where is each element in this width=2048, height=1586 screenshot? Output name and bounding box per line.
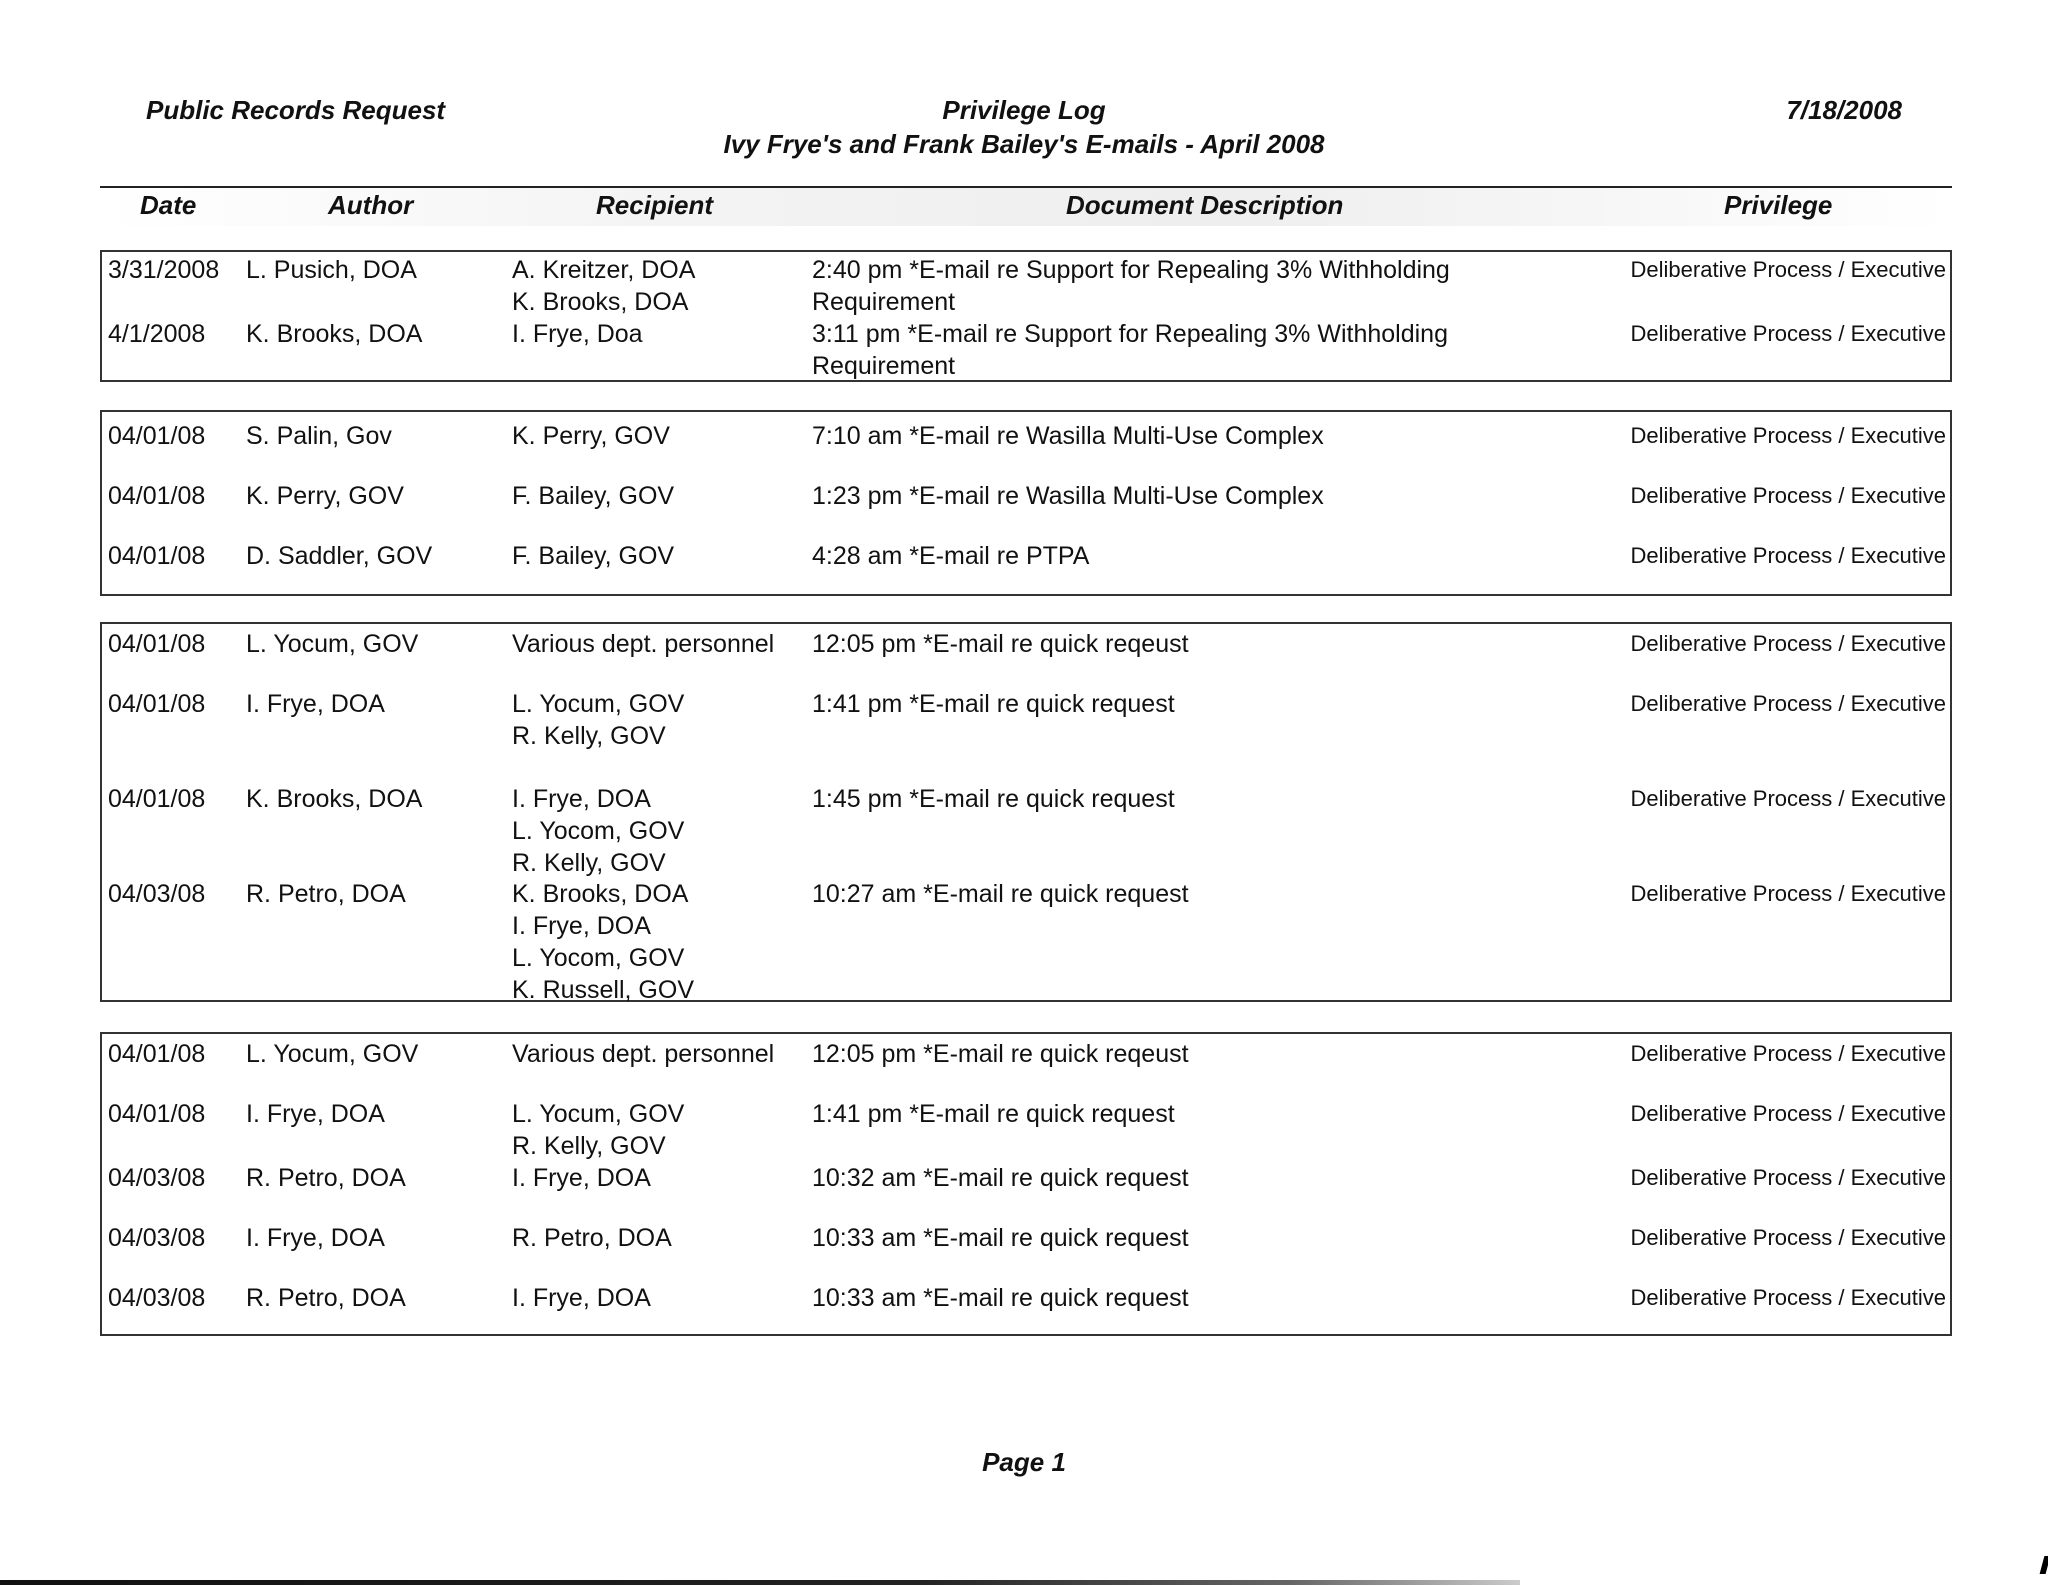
entry-description: 1:45 pm *E-mail re quick request: [812, 785, 1175, 813]
column-header-privilege: Privilege: [1724, 190, 1833, 220]
entry-description: 3:11 pm *E-mail re Support for Repealing 3% Withholding Requirement: [812, 320, 1448, 380]
entry-date: 04/03/08: [108, 880, 206, 908]
recipient-name: I. Frye, DOA: [512, 785, 651, 813]
entry-date: 04/01/08: [108, 1100, 206, 1128]
entry-author: D. Saddler, GOV: [246, 542, 433, 570]
entry-author: K. Brooks, DOA: [246, 785, 423, 813]
recipient-name: I. Frye, DOA: [512, 912, 651, 940]
entry-recipients: [512, 1162, 651, 1194]
report-date: 7/18/2008: [1786, 95, 1902, 125]
entry-privilege: Deliberative Process / Executive: [1630, 1165, 1946, 1190]
entry-date: 04/01/08: [108, 785, 206, 813]
entry-author: K. Perry, GOV: [246, 482, 404, 510]
entry-description: 1:41 pm *E-mail re quick request: [812, 690, 1175, 718]
entry-author: L. Yocum, GOV: [246, 630, 419, 658]
entry-date: 04/01/08: [108, 630, 206, 658]
recipient-name: R. Kelly, GOV: [512, 722, 666, 750]
recipient-name: L. Yocom, GOV: [512, 944, 685, 972]
log-group: [100, 1032, 1952, 1336]
recipient-name: K. Brooks, DOA: [512, 880, 689, 908]
log-subtitle: Ivy Frye's and Frank Bailey's E-mails - April 2008: [723, 129, 1325, 159]
document-title: [0, 93, 2048, 161]
log-group: [100, 410, 1952, 596]
entry-author: R. Petro, DOA: [246, 1284, 406, 1312]
entry-recipients: [512, 1222, 672, 1254]
entry-recipients: [512, 878, 694, 1006]
entry-recipients: [512, 318, 643, 350]
request-label: Public Records Request: [146, 95, 446, 125]
entry-recipients: [512, 783, 684, 879]
recipient-name: F. Bailey, GOV: [512, 482, 675, 510]
entry-privilege: Deliberative Process / Executive: [1630, 483, 1946, 508]
recipient-name: I. Frye, DOA: [512, 1284, 651, 1312]
entry-description: 10:32 am *E-mail re quick request: [812, 1164, 1189, 1192]
entry-privilege: Deliberative Process / Executive: [1630, 631, 1946, 656]
recipient-name: K. Brooks, DOA: [512, 288, 689, 316]
entry-author: I. Frye, DOA: [246, 1224, 385, 1252]
recipient-name: Various dept. personnel: [512, 630, 775, 658]
entry-recipients: [512, 254, 695, 318]
recipient-name: R. Kelly, GOV: [512, 849, 666, 877]
column-header-recipient: Recipient: [596, 190, 714, 220]
entry-privilege: Deliberative Process / Executive: [1630, 691, 1946, 716]
entry-author: L. Yocum, GOV: [246, 1040, 419, 1068]
recipient-name: R. Petro, DOA: [512, 1224, 672, 1252]
recipient-name: L. Yocum, GOV: [512, 1100, 685, 1128]
log-title: Privilege Log: [942, 95, 1106, 125]
entry-date: 04/01/08: [108, 542, 206, 570]
entry-privilege: Deliberative Process / Executive: [1630, 881, 1946, 906]
entry-privilege: Deliberative Process / Executive: [1630, 257, 1946, 282]
recipient-name: I. Frye, Doa: [512, 320, 643, 348]
entry-description: 10:33 am *E-mail re quick request: [812, 1284, 1189, 1312]
entry-privilege: Deliberative Process / Executive: [1630, 423, 1946, 448]
entry-author: S. Palin, Gov: [246, 422, 392, 450]
entry-date: 04/01/08: [108, 690, 206, 718]
entry-recipients: [512, 480, 674, 512]
entry-privilege: Deliberative Process / Executive: [1630, 1041, 1946, 1066]
page-number: Page 1: [982, 1447, 1066, 1477]
recipient-name: K. Perry, GOV: [512, 422, 670, 450]
entry-recipients: [512, 688, 684, 752]
entry-privilege: Deliberative Process / Executive: [1630, 1101, 1946, 1126]
entry-recipients: [512, 1098, 684, 1162]
entry-description: 1:41 pm *E-mail re quick request: [812, 1100, 1175, 1128]
log-group: [100, 250, 1952, 382]
log-group: [100, 622, 1952, 1002]
entry-author: R. Petro, DOA: [246, 880, 406, 908]
entry-privilege: Deliberative Process / Executive: [1630, 321, 1946, 346]
entry-description: 1:23 pm *E-mail re Wasilla Multi-Use Complex: [812, 482, 1324, 510]
scan-edge-bar: [0, 1580, 1520, 1585]
column-header-author: Author: [328, 190, 414, 220]
entry-privilege: Deliberative Process / Executive: [1630, 1225, 1946, 1250]
column-header-row: [100, 188, 1952, 226]
entry-author: L. Pusich, DOA: [246, 256, 417, 284]
entry-description: 2:40 pm *E-mail re Support for Repealing 3% Withholding Requirement: [812, 256, 1450, 316]
column-header-description: Document Description: [1066, 190, 1344, 220]
entry-recipients: [512, 1282, 651, 1314]
recipient-name: A. Kreitzer, DOA: [512, 256, 696, 284]
entry-author: I. Frye, DOA: [246, 690, 385, 718]
entry-description: 10:33 am *E-mail re quick request: [812, 1224, 1189, 1252]
entry-description: 12:05 pm *E-mail re quick reqeust: [812, 630, 1189, 658]
entry-recipients: [512, 1038, 774, 1070]
recipient-name: K. Russell, GOV: [512, 976, 694, 1004]
entry-description: 7:10 am *E-mail re Wasilla Multi-Use Complex: [812, 422, 1324, 450]
entry-date: 04/03/08: [108, 1224, 206, 1252]
recipient-name: R. Kelly, GOV: [512, 1132, 666, 1160]
entry-date: 3/31/2008: [108, 256, 220, 284]
recipient-name: Various dept. personnel: [512, 1040, 775, 1068]
recipient-name: L. Yocum, GOV: [512, 690, 685, 718]
entry-description: 10:27 am *E-mail re quick request: [812, 880, 1189, 908]
entry-date: 04/03/08: [108, 1284, 206, 1312]
entry-recipients: [512, 540, 674, 572]
entry-privilege: Deliberative Process / Executive: [1630, 1285, 1946, 1310]
entry-date: 04/01/08: [108, 482, 206, 510]
entry-description: 4:28 am *E-mail re PTPA: [812, 542, 1090, 570]
entry-privilege: Deliberative Process / Executive: [1630, 786, 1946, 811]
recipient-name: I. Frye, DOA: [512, 1164, 651, 1192]
recipient-name: F. Bailey, GOV: [512, 542, 675, 570]
entry-date: 04/03/08: [108, 1164, 206, 1192]
entry-recipients: [512, 628, 774, 660]
scan-mark: [2040, 1556, 2048, 1574]
entry-date: 04/01/08: [108, 422, 206, 450]
column-header-date: Date: [140, 190, 197, 220]
entry-description: 12:05 pm *E-mail re quick reqeust: [812, 1040, 1189, 1068]
entry-date: 04/01/08: [108, 1040, 206, 1068]
entry-author: R. Petro, DOA: [246, 1164, 406, 1192]
entry-privilege: Deliberative Process / Executive: [1630, 543, 1946, 568]
entry-author: I. Frye, DOA: [246, 1100, 385, 1128]
recipient-name: L. Yocom, GOV: [512, 817, 685, 845]
entry-date: 4/1/2008: [108, 320, 206, 348]
entry-recipients: [512, 420, 670, 452]
entry-author: K. Brooks, DOA: [246, 320, 423, 348]
